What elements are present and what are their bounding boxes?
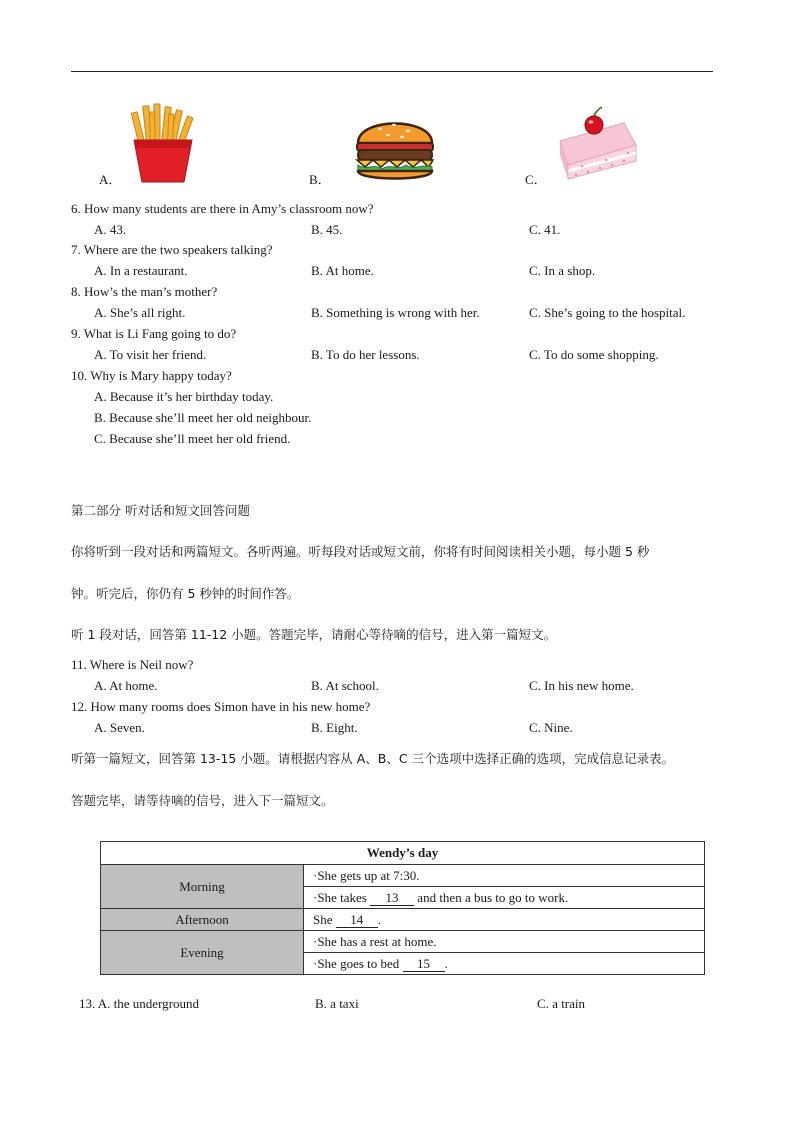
- question-8-text: 8. How’s the man’s mother?: [71, 284, 218, 299]
- question-10-option-b: B. Because she’ll meet her old neighbour.: [94, 410, 312, 425]
- question-11-option-c: C. In his new home.: [529, 678, 634, 693]
- question-8-option-a: A. She’s all right.: [94, 305, 186, 320]
- blank-13[interactable]: 13: [370, 890, 414, 906]
- question-10-text: 10. Why is Mary happy today?: [71, 368, 232, 383]
- morning-content: [304, 865, 705, 909]
- question-12-option-b: B. Eight.: [311, 720, 358, 735]
- part2-intro-line1: 你将听到一段对话和两篇短文。各听两遍。听每段对话或短文前，你将有时间阅读相关小题，每小题 5 秒: [71, 544, 650, 559]
- afternoon-content: She 14 .: [304, 909, 705, 931]
- morning-line1: ·She gets up at 7:30.: [304, 865, 704, 887]
- question-6-text: 6. How many students are there in Amy’s classroom now?: [71, 201, 374, 216]
- dialog-instruction: 听 1 段对话，回答第 11-12 小题。答题完毕，请耐心等待嘀的信号，进入第一篇短文。: [71, 627, 557, 642]
- morning-line2: ·She takes 13 and then a bus to go to work.: [313, 890, 569, 905]
- question-8-option-b: B. Something is wrong with her.: [311, 305, 480, 320]
- question-10-option-a: A. Because it’s her birthday today.: [94, 389, 274, 404]
- question-6-option-a: A. 43.: [94, 222, 127, 237]
- question-7-option-a: A. In a restaurant.: [94, 263, 188, 278]
- question-9-option-b: B. To do her lessons.: [311, 347, 420, 362]
- table-row-evening: [101, 931, 705, 975]
- table-title: Wendy’s day: [101, 842, 705, 865]
- question-11-option-a: A. At home.: [94, 678, 158, 693]
- table-row-morning: [101, 865, 705, 909]
- blank-14[interactable]: 14: [336, 912, 378, 928]
- question-9-text: 9. What is Li Fang going to do?: [71, 326, 237, 341]
- question-13-option-a: 13. A. the underground: [79, 996, 199, 1011]
- table-row-afternoon: [101, 909, 705, 931]
- question-13-option-b: B. a taxi: [315, 996, 359, 1011]
- option-c-letter: C．: [525, 172, 547, 187]
- question-6-option-b: B. 45.: [311, 222, 343, 237]
- question-11-text: 11. Where is Neil now?: [71, 657, 194, 672]
- question-7-text: 7. Where are the two speakers talking?: [71, 242, 273, 257]
- evening-content: [304, 931, 705, 975]
- french-fries-icon: [126, 102, 200, 184]
- question-12-option-a: A. Seven.: [94, 720, 145, 735]
- evening-label: Evening: [101, 931, 304, 975]
- question-12-text: 12. How many rooms does Simon have in his new home?: [71, 699, 371, 714]
- blank-15[interactable]: 15: [403, 956, 445, 972]
- question-9-option-a: A. To visit her friend.: [94, 347, 207, 362]
- question-12-option-c: C. Nine.: [529, 720, 573, 735]
- option-a-letter: A．: [99, 172, 122, 187]
- hamburger-icon: [354, 109, 436, 183]
- evening-line1: ·She has a rest at home.: [304, 931, 704, 953]
- question-6-option-c: C. 41.: [529, 222, 561, 237]
- passage-instruction-line2: 答题完毕，请等待嘀的信号，进入下一篇短文。: [71, 793, 334, 808]
- morning-label: Morning: [101, 865, 304, 909]
- question-13-option-c: C. a train: [537, 996, 586, 1011]
- question-7-option-c: C. In a shop.: [529, 263, 596, 278]
- question-9-option-c: C. To do some shopping.: [529, 347, 659, 362]
- part2-intro-line2: 钟。听完后，你仍有 5 秒钟的时间作答。: [71, 586, 300, 601]
- question-11-option-b: B. At school.: [311, 678, 379, 693]
- evening-line2: ·She goes to bed 15 .: [313, 956, 448, 971]
- question-10-option-c: C. Because she’ll meet her old friend.: [94, 431, 291, 446]
- info-record-table: [100, 841, 705, 975]
- cake-slice-icon: [554, 105, 640, 185]
- question-7-option-b: B. At home.: [311, 263, 374, 278]
- afternoon-label: Afternoon: [101, 909, 304, 931]
- passage-instruction-line1: 听第一篇短文，回答第 13-15 小题。请根据内容从 A、B、C 三个选项中选择正确的选项，完成信息记录表。: [71, 751, 675, 766]
- part2-heading: 第二部分 听对话和短文回答问题: [71, 503, 250, 518]
- option-b-letter: B．: [309, 172, 331, 187]
- header-rule: [71, 71, 713, 72]
- question-8-option-c: C. She’s going to the hospital.: [529, 305, 686, 320]
